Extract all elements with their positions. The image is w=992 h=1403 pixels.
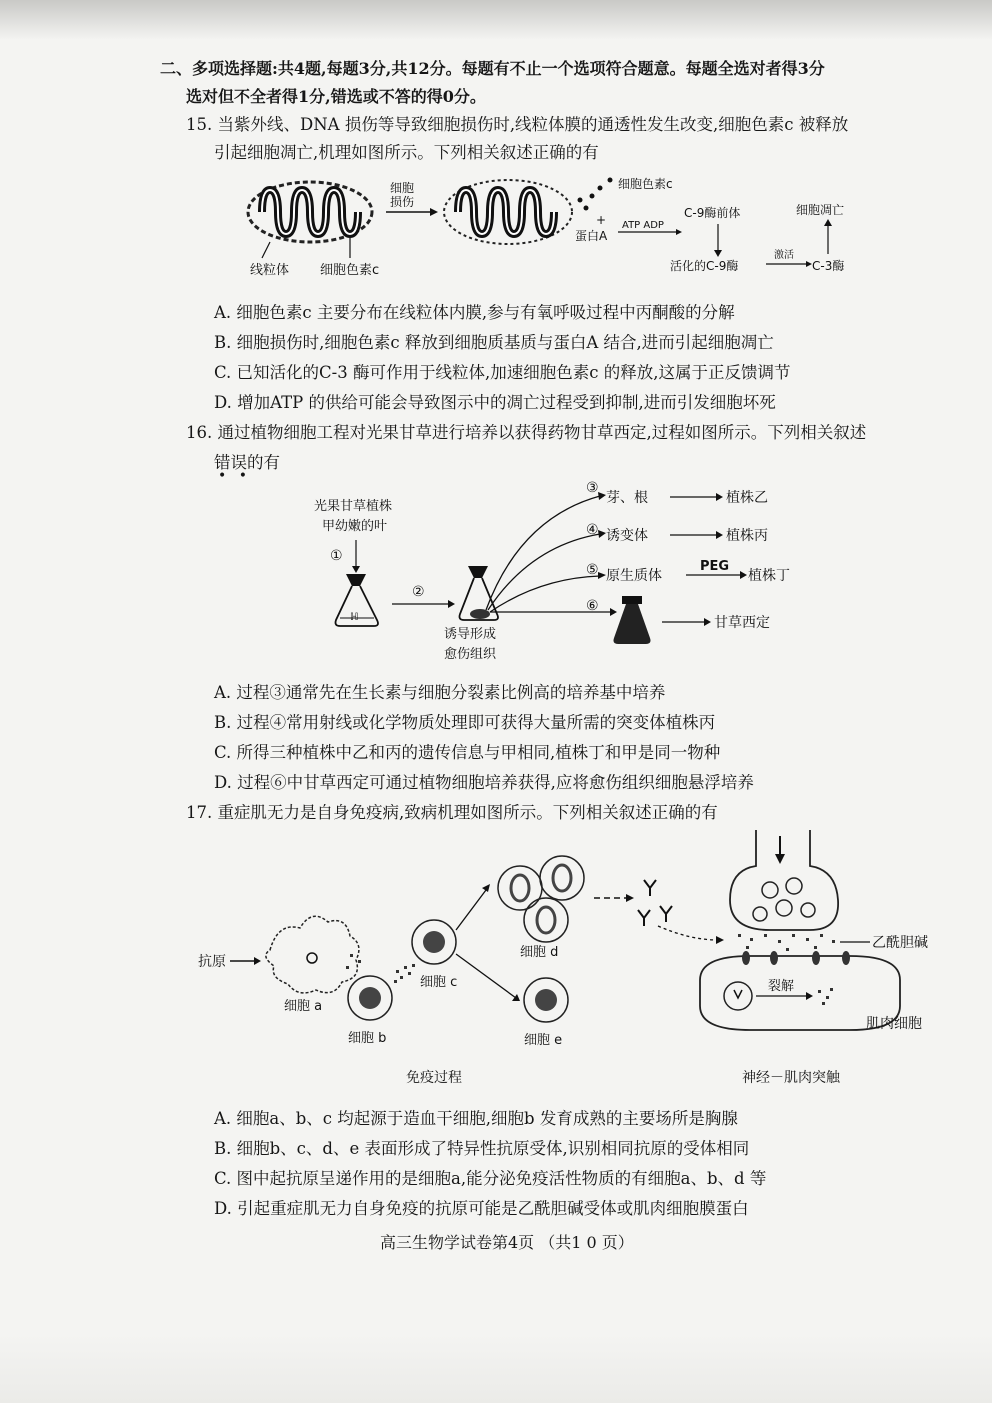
label-cell: 细胞 — [390, 181, 415, 195]
label-bud-root: 芽、根 — [606, 490, 648, 506]
label-plant-b: 植株乙 — [726, 490, 768, 506]
label-young-leaf: 甲幼嫩的叶 — [322, 519, 388, 534]
q15-option-b: B. 细胞损伤时,细胞色素c 释放到细胞质基质与蛋白A 结合,进而引起细胞凋亡 — [214, 333, 774, 352]
label-cell-a: 细胞 a — [284, 999, 323, 1014]
label-lysis: 裂解 — [768, 979, 795, 994]
label-damage: 损伤 — [390, 195, 415, 209]
q16-stem-cont: 错误的有 — [214, 453, 280, 472]
nerve-terminal-icon — [730, 830, 838, 930]
q16-option-b: B. 过程④常用射线或化学物质处理即可获得大量所需的突变体植株丙 — [214, 713, 716, 732]
q15-option-a: A. 细胞色素c 主要分布在线粒体内膜,参与有氧呼吸过程中丙酮酸的分解 — [214, 303, 735, 322]
label-antigen: 抗原 — [198, 954, 226, 970]
scan-shadow-bottom — [0, 1333, 992, 1403]
q16-stem: 16. 通过植物细胞工程对光果甘草进行培养以获得药物甘草西定,过程如图所示。下列相关叙述 — [186, 423, 867, 442]
cell-a-icon — [266, 916, 359, 993]
label-glycyrrhizin: 甘草西定 — [714, 615, 770, 631]
q17-option-c: C. 图中起抗原呈递作用的是细胞a,能分泌免疫活性物质的有细胞a、b、d 等 — [214, 1169, 767, 1188]
label-callus: 愈伤组织 — [444, 647, 497, 662]
acetylcholine-dots — [738, 934, 835, 951]
flask-explant-icon — [336, 574, 379, 626]
q17-option-d: D. 引起重症肌无力自身免疫的抗原可能是乙酰胆碱受体或肌肉细胞膜蛋白 — [214, 1199, 749, 1218]
q16-option-c: C. 所得三种植株中乙和丙的遗传信息与甲相同,植株丁和甲是同一物种 — [214, 743, 721, 762]
label-activate: 激活 — [774, 250, 794, 261]
label-immune-process: 免疫过程 — [406, 1070, 462, 1086]
cell-b-icon — [348, 976, 392, 1020]
label-cell-d: 细胞 d — [520, 945, 559, 960]
label-c9-precursor: C-9酶前体 — [684, 206, 741, 220]
label-atp-adp: ATP ADP — [622, 220, 664, 231]
scan-shadow-top — [0, 0, 992, 40]
q16-option-d: D. 过程⑥中甘草西定可通过植物细胞培养获得,应将愈伤组织细胞悬浮培养 — [214, 773, 754, 792]
label-source-plant: 光果甘草植株 — [314, 499, 393, 514]
label-cell-c: 细胞 c — [420, 975, 458, 990]
label-plant-c: 植株丙 — [726, 528, 768, 544]
step-6-number: ⑥ — [586, 598, 599, 614]
emphasis-dots: • • — [218, 468, 251, 484]
q16-figure — [300, 478, 820, 668]
step-1-number: ① — [330, 548, 343, 564]
cell-d-icon — [498, 856, 584, 942]
label-protoplast: 原生质体 — [606, 568, 662, 584]
label-cell-e: 细胞 e — [524, 1033, 563, 1048]
label-c3: C-3酶 — [812, 259, 845, 273]
step-5-number: ⑤ — [586, 562, 599, 578]
label-protein-a: 蛋白A — [575, 229, 608, 243]
q17-option-b: B. 细胞b、c、d、e 表面形成了特异性抗原受体,识别相同抗原的受体相同 — [214, 1139, 750, 1158]
antibody-icons — [638, 880, 672, 926]
step-2-number: ② — [412, 584, 425, 600]
label-mitochondrion: 线粒体 — [250, 263, 290, 278]
label-muscle-cell: 肌肉细胞 — [866, 1016, 922, 1032]
label-apoptosis: 细胞凋亡 — [796, 203, 845, 217]
q15-stem-cont: 引起细胞凋亡,机理如图所示。下列相关叙述正确的有 — [214, 143, 599, 162]
label-neuromuscular-synapse: 神经－肌肉突触 — [742, 1070, 840, 1086]
label-cytochrome-c-released: 细胞色素c — [618, 177, 673, 191]
q17-option-a: A. 细胞a、b、c 均起源于造血干细胞,细胞b 发育成熟的主要场所是胸腺 — [214, 1109, 738, 1128]
q16-option-a: A. 过程③通常先在生长素与细胞分裂素比例高的培养基中培养 — [214, 683, 666, 702]
step-4-number: ④ — [586, 522, 599, 538]
label-acetylcholine: 乙酰胆碱 — [872, 935, 928, 951]
mitochondrion-damaged-icon — [444, 180, 572, 244]
q15-option-d: D. 增加ATP 的供给可能会导致图示中的凋亡过程受到抑制,进而引发细胞坏死 — [214, 393, 776, 412]
q17-stem: 17. 重症肌无力是自身免疫病,致病机理如图所示。下列相关叙述正确的有 — [186, 803, 718, 822]
cell-c-icon — [412, 920, 456, 964]
label-activated-c9: 活化的C-9酶 — [670, 259, 739, 273]
page-footer: 高三生物学试卷第4页 （共1 0 页） — [380, 1233, 634, 1252]
label-mutant: 诱变体 — [606, 528, 648, 544]
q15-stem: 15. 当紫外线、DNA 损伤等导致细胞损伤时,线粒体膜的通透性发生改变,细胞色素c 被释放 — [186, 115, 849, 134]
q15-option-c: C. 已知活化的C-3 酶可作用于线粒体,加速细胞色素c 的释放,这属于正反馈调节 — [214, 363, 791, 382]
plus-sign: + — [596, 213, 607, 227]
section-heading: 二、多项选择题:共4题,每题3分,共12分。每题有不止一个选项符合题意。每题全选对者得3分 — [160, 59, 825, 78]
svg-text:ℍ: ℍ — [350, 612, 359, 623]
mitochondrion-intact-icon — [248, 182, 372, 242]
label-peg: PEG — [700, 559, 730, 574]
q17-figure — [190, 830, 960, 1090]
cell-e-icon — [524, 978, 568, 1022]
section-heading-cont: 选对但不全者得1分,错选或不答的得0分。 — [186, 87, 486, 106]
flask-suspension-icon — [614, 596, 651, 644]
step-3-number: ③ — [586, 480, 599, 496]
q15-figure — [240, 170, 880, 290]
label-cell-b: 细胞 b — [348, 1031, 387, 1046]
label-induce: 诱导形成 — [444, 627, 497, 642]
label-cytochrome-c: 细胞色素c — [320, 263, 380, 278]
label-plant-d: 植株丁 — [748, 568, 790, 584]
